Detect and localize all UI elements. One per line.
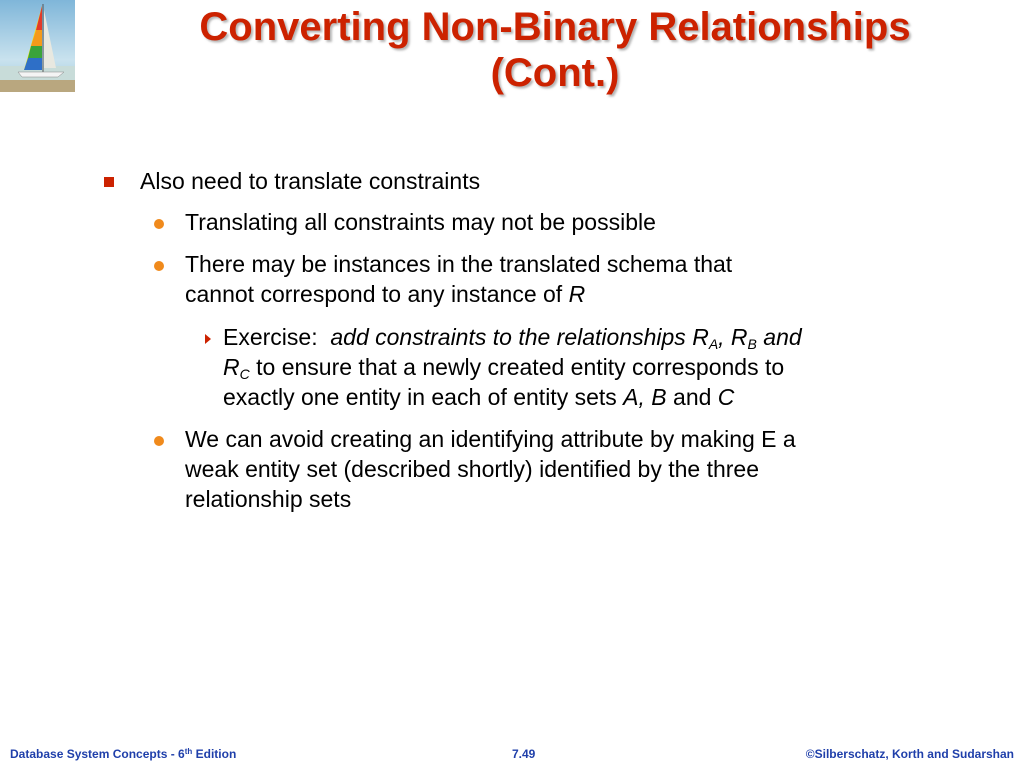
exercise-line-2 — [223, 352, 802, 382]
variable-ab: A, B — [623, 384, 667, 410]
bullet-level3 — [223, 322, 802, 412]
subscript-a: A — [708, 336, 719, 352]
circle-bullet-icon — [154, 261, 164, 271]
title-line-1: Converting Non-Binary Relationships — [199, 5, 911, 49]
bullet-level1 — [140, 166, 480, 196]
variable-r: R — [568, 281, 586, 307]
footer-edition-sup: th — [184, 747, 193, 756]
circle-bullet-icon — [154, 436, 164, 446]
slide-number: 7.49 — [512, 747, 536, 761]
exercise-and: and — [666, 384, 718, 410]
title-line-2: (Cont.) — [490, 51, 620, 95]
exercise-and: and — [756, 324, 802, 350]
circle-bullet-icon — [154, 219, 164, 229]
bullet-text: There may be instances in the translated schema that — [185, 251, 733, 277]
exercise-line-1 — [223, 322, 802, 352]
arrow-bullet-icon — [205, 334, 211, 344]
variable-c: C — [717, 384, 735, 410]
subscript-b: B — [747, 336, 757, 352]
variable-rc: R — [223, 354, 240, 380]
bullet-text: weak entity set (described shortly) identified by the three — [185, 456, 760, 482]
bullet-level2 — [185, 424, 796, 514]
exercise-text: to ensure that a newly created entity corresponds to — [249, 354, 785, 380]
exercise-text: exactly one entity in each of entity sets — [223, 384, 624, 410]
bullet-text: We can avoid creating an identifying attribute by making E a — [185, 426, 796, 452]
footer-book-text: Database System Concepts - 6 — [10, 747, 185, 761]
exercise-label: Exercise: — [223, 324, 318, 350]
bullet-level2 — [185, 249, 732, 309]
bullet-level2 — [185, 207, 656, 237]
bullet-text-part: cannot correspond to any instance of — [185, 281, 569, 307]
footer-copyright: ©Silberschatz, Korth and Sudarshan — [805, 747, 1014, 761]
bullet-text — [185, 279, 732, 309]
exercise-italic: add constraints to the relationships R — [330, 324, 709, 350]
subscript-c: C — [239, 366, 250, 382]
exercise-line-3 — [223, 382, 802, 412]
footer-book-title — [10, 747, 236, 761]
bullet-text: Also need to translate constraints — [140, 168, 481, 194]
square-bullet-icon — [104, 177, 114, 187]
bullet-text: Translating all constraints may not be possible — [185, 209, 656, 235]
exercise-sep: , R — [718, 324, 748, 350]
bullet-text: relationship sets — [185, 486, 352, 512]
footer-edition: Edition — [192, 747, 237, 761]
slide-footer — [0, 745, 1024, 765]
